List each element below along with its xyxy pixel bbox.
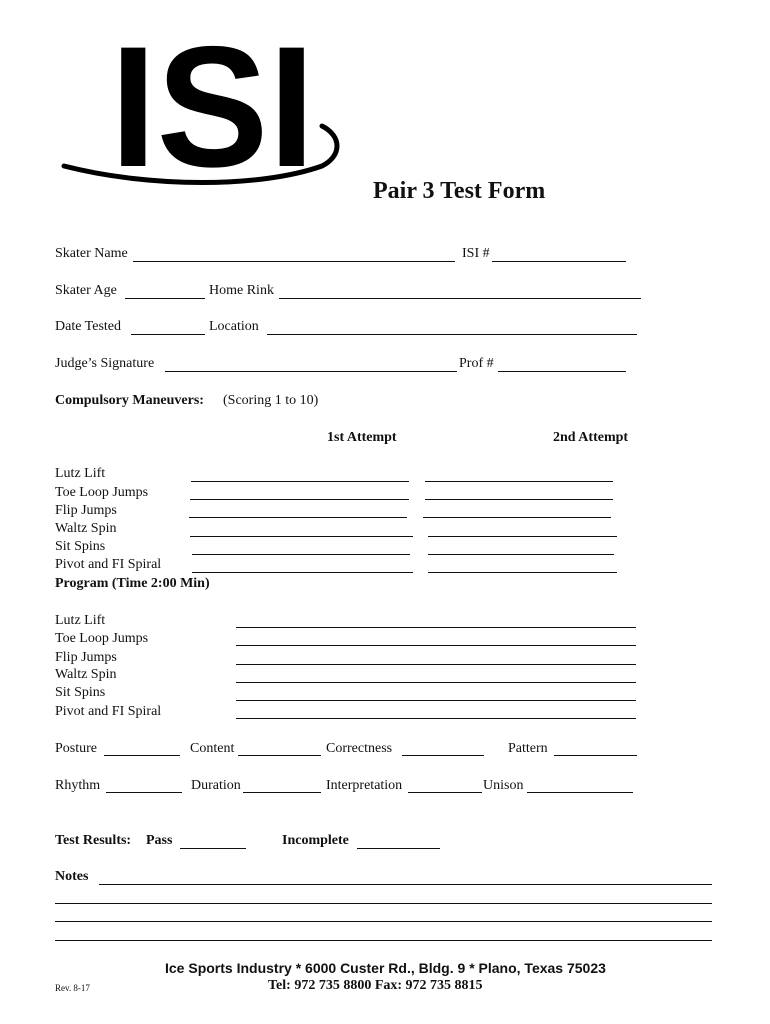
prof-number-field[interactable] bbox=[498, 371, 626, 372]
isi-number-label: ISI # bbox=[462, 246, 490, 261]
attempt1-field[interactable] bbox=[190, 536, 413, 537]
notes-label: Notes bbox=[55, 869, 89, 884]
duration-field[interactable] bbox=[243, 792, 321, 793]
program-item: Waltz Spin bbox=[55, 667, 117, 682]
incomplete-field[interactable] bbox=[357, 848, 440, 849]
attempt1-field[interactable] bbox=[192, 554, 410, 555]
location-label: Location bbox=[209, 319, 259, 334]
attempt1-field[interactable] bbox=[190, 499, 409, 500]
correctness-label: Correctness bbox=[326, 741, 393, 756]
isi-logo bbox=[60, 28, 350, 193]
program-score-field[interactable] bbox=[236, 664, 636, 665]
attempt2-field[interactable] bbox=[428, 536, 617, 537]
form-title: Pair 3 Test Form bbox=[373, 178, 546, 204]
notes-line[interactable] bbox=[99, 884, 712, 885]
program-item: Pivot and FI Spiral bbox=[55, 704, 162, 719]
date-tested-field[interactable] bbox=[131, 334, 205, 335]
compulsory-item: Lutz Lift bbox=[55, 466, 106, 481]
program-score-field[interactable] bbox=[236, 700, 636, 701]
pattern-label: Pattern bbox=[508, 741, 548, 756]
program-score-field[interactable] bbox=[236, 718, 636, 719]
attempt2-field[interactable] bbox=[425, 499, 613, 500]
attempt2-field[interactable] bbox=[425, 481, 613, 482]
content-field[interactable] bbox=[238, 755, 321, 756]
program-heading: Program (Time 2:00 Min) bbox=[55, 576, 210, 591]
scoring-note: (Scoring 1 to 10) bbox=[223, 393, 319, 408]
program-item: Sit Spins bbox=[55, 685, 106, 700]
skater-age-label: Skater Age bbox=[55, 283, 117, 298]
notes-line[interactable] bbox=[55, 940, 712, 941]
posture-label: Posture bbox=[55, 741, 97, 756]
notes-line[interactable] bbox=[55, 903, 712, 904]
duration-label: Duration bbox=[191, 778, 241, 793]
footer-phone: Tel: 972 735 8800 Fax: 972 735 8815 bbox=[268, 978, 483, 993]
second-attempt-header: 2nd Attempt bbox=[553, 430, 629, 445]
notes-line[interactable] bbox=[55, 921, 712, 922]
content-label: Content bbox=[190, 741, 235, 756]
rhythm-label: Rhythm bbox=[55, 778, 101, 793]
pass-label: Pass bbox=[146, 833, 173, 848]
rhythm-field[interactable] bbox=[106, 792, 182, 793]
correctness-field[interactable] bbox=[402, 755, 484, 756]
home-rink-label: Home Rink bbox=[209, 283, 274, 298]
posture-field[interactable] bbox=[104, 755, 180, 756]
attempt1-field[interactable] bbox=[189, 517, 407, 518]
compulsory-item: Toe Loop Jumps bbox=[55, 485, 149, 500]
pass-field[interactable] bbox=[180, 848, 246, 849]
footer-address: Ice Sports Industry * 6000 Custer Rd., Bldg. 9 * Plano, Texas 75023 bbox=[165, 960, 606, 976]
interpretation-field[interactable] bbox=[408, 792, 482, 793]
skater-name-field[interactable] bbox=[133, 261, 455, 262]
home-rink-field[interactable] bbox=[279, 298, 641, 299]
program-score-field[interactable] bbox=[236, 682, 636, 683]
compulsory-item: Pivot and FI Spiral bbox=[55, 557, 162, 572]
test-results-label: Test Results: bbox=[55, 833, 132, 848]
program-item: Flip Jumps bbox=[55, 650, 117, 665]
first-attempt-header: 1st Attempt bbox=[327, 430, 397, 445]
program-score-field[interactable] bbox=[236, 627, 636, 628]
attempt2-field[interactable] bbox=[428, 572, 617, 573]
unison-label: Unison bbox=[483, 778, 524, 793]
revision-note: Rev. 8-17 bbox=[55, 983, 90, 993]
attempt2-field[interactable] bbox=[428, 554, 614, 555]
attempt2-field[interactable] bbox=[423, 517, 611, 518]
skater-age-field[interactable] bbox=[125, 298, 205, 299]
compulsory-item: Waltz Spin bbox=[55, 521, 117, 536]
compulsory-heading: Compulsory Maneuvers: bbox=[55, 393, 204, 408]
program-item: Toe Loop Jumps bbox=[55, 631, 149, 646]
attempt1-field[interactable] bbox=[192, 572, 413, 573]
prof-number-label: Prof # bbox=[459, 356, 494, 371]
incomplete-label: Incomplete bbox=[282, 833, 349, 848]
program-score-field[interactable] bbox=[236, 645, 636, 646]
location-field[interactable] bbox=[267, 334, 637, 335]
attempt1-field[interactable] bbox=[191, 481, 409, 482]
compulsory-item: Sit Spins bbox=[55, 539, 106, 554]
date-tested-label: Date Tested bbox=[55, 319, 122, 334]
isi-number-field[interactable] bbox=[492, 261, 626, 262]
pattern-field[interactable] bbox=[554, 755, 637, 756]
skater-name-label: Skater Name bbox=[55, 246, 128, 261]
interpretation-label: Interpretation bbox=[326, 778, 403, 793]
logo-text: ISI bbox=[110, 28, 315, 188]
judges-signature-label: Judge’s Signature bbox=[55, 356, 155, 371]
compulsory-item: Flip Jumps bbox=[55, 503, 117, 518]
judges-signature-field[interactable] bbox=[165, 371, 457, 372]
unison-field[interactable] bbox=[527, 792, 633, 793]
program-item: Lutz Lift bbox=[55, 613, 106, 628]
